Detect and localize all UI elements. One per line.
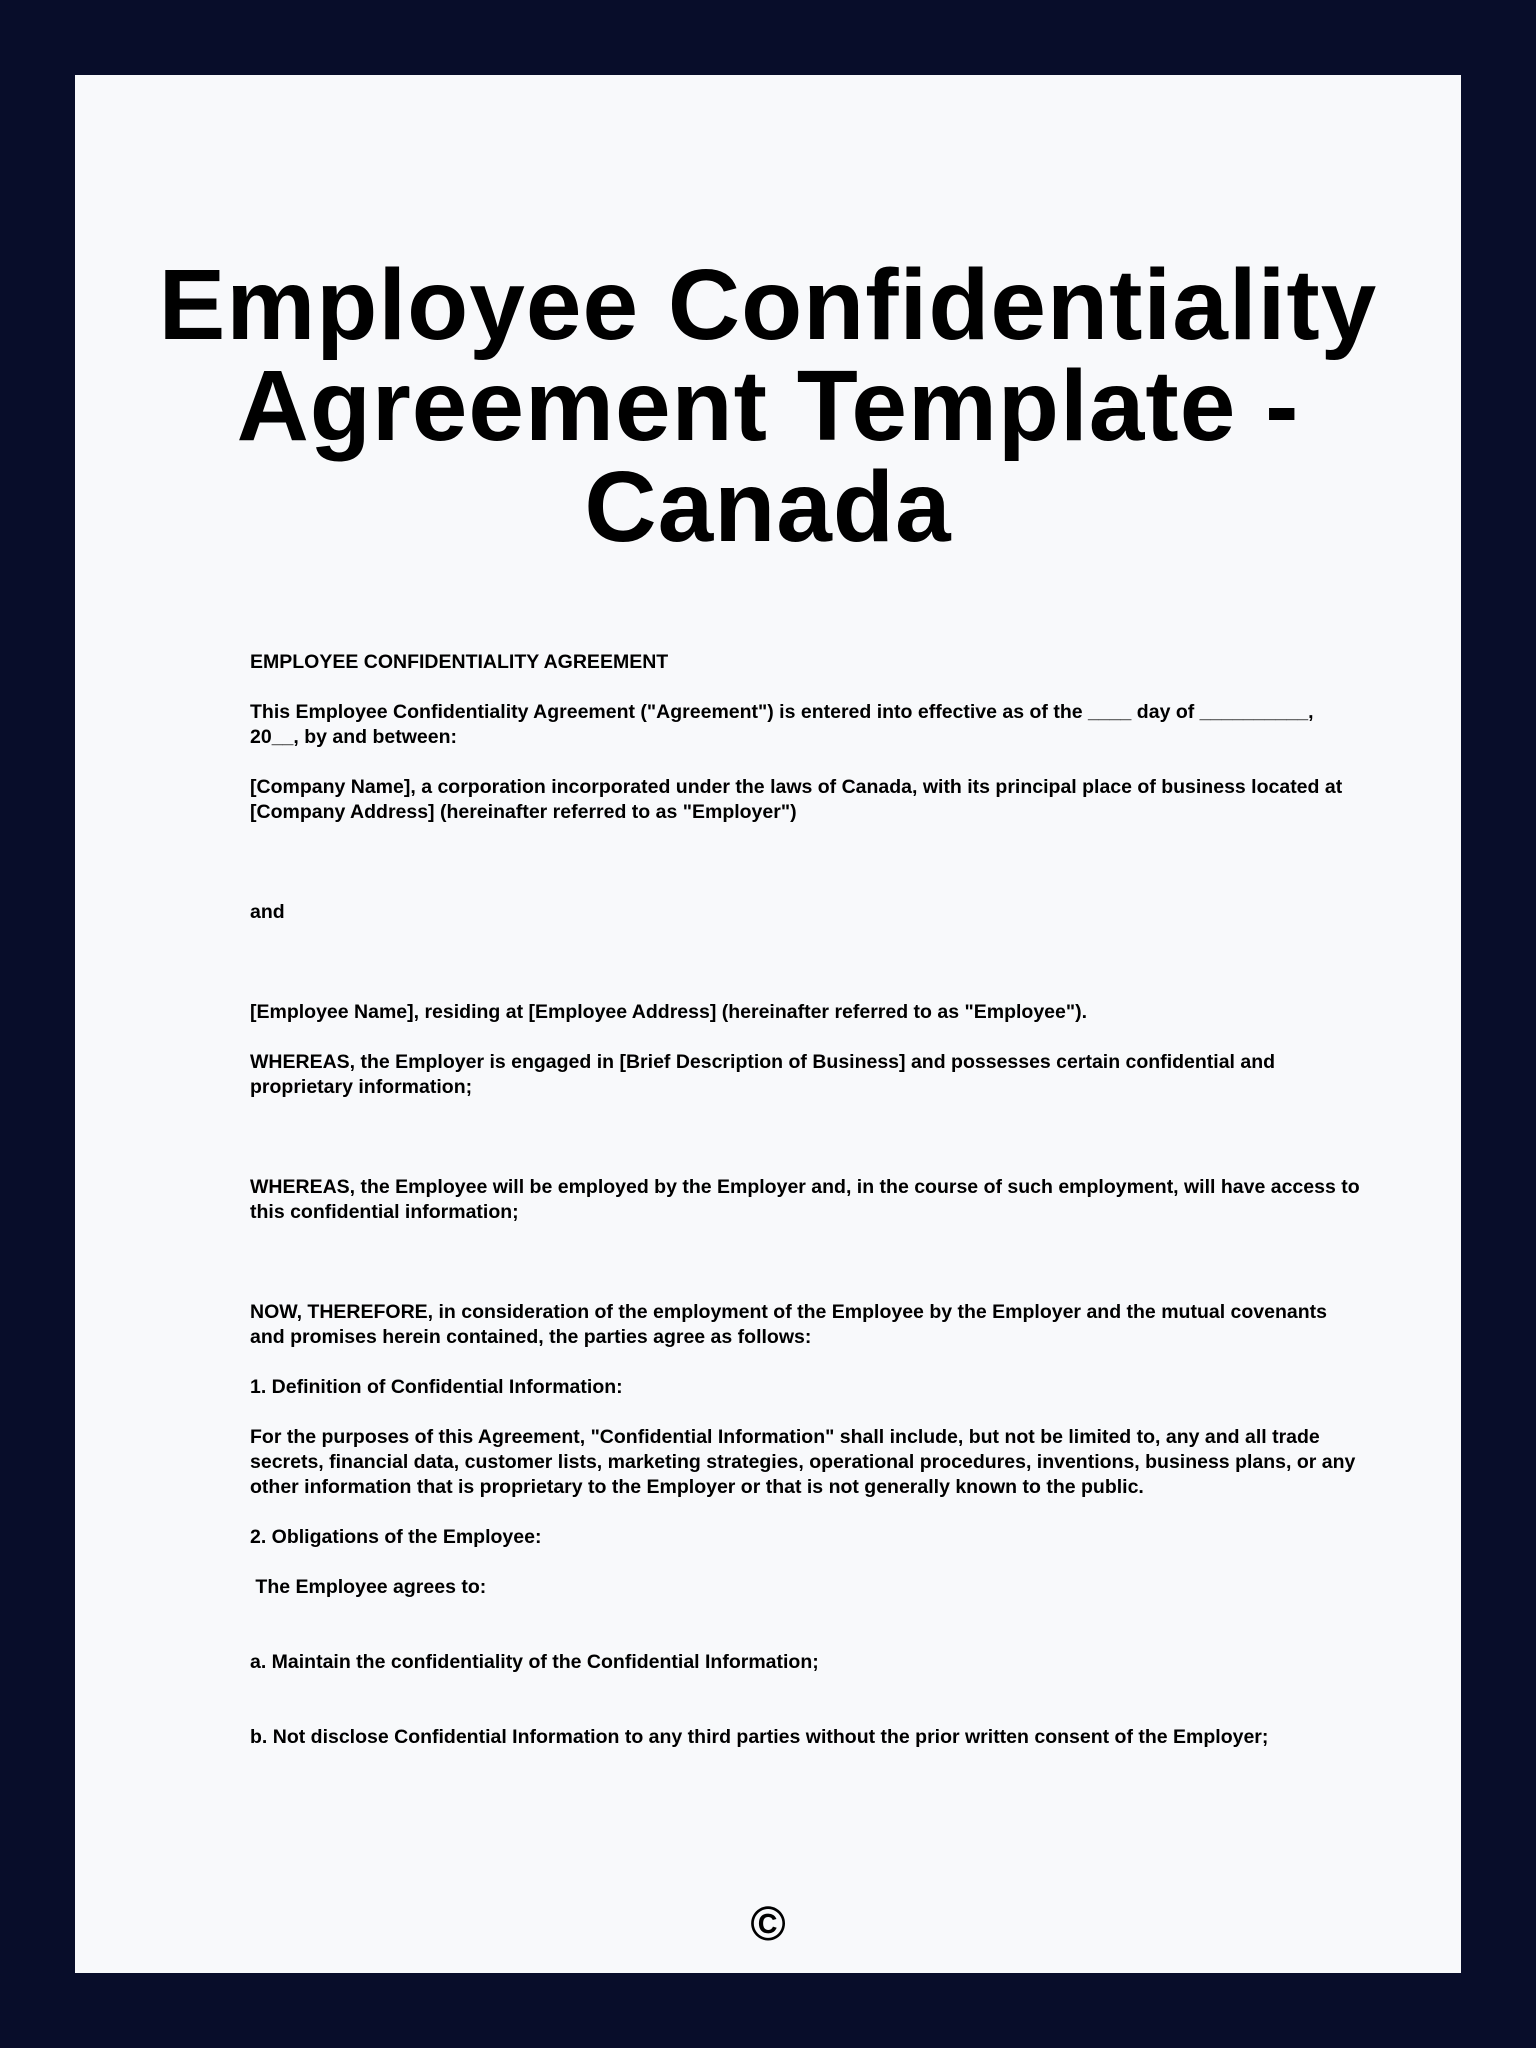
employer-party-paragraph: [Company Name], a corporation incorporated under the laws of Canada, with its principal place of business located at [Company Address] (hereinafter referred to as "Employer") bbox=[250, 776, 1348, 823]
obligation-item-a: a. Maintain the confidentiality of the Confidential Information; bbox=[250, 1651, 819, 1673]
document-body bbox=[250, 650, 1366, 1750]
document-title bbox=[75, 249, 1461, 563]
section-1-heading: 1. Definition of Confidential Information: bbox=[250, 1376, 623, 1398]
document-page bbox=[75, 75, 1461, 1973]
intro-paragraph: This Employee Confidentiality Agreement ("Agreement") is entered into effective as of the ____ day of __________, 20__, by and between: bbox=[250, 701, 1319, 748]
employee-party-paragraph: [Employee Name], residing at [Employee Address] (hereinafter referred to as "Employee"). bbox=[250, 1001, 1088, 1023]
agreement-heading: EMPLOYEE CONFIDENTIALITY AGREEMENT bbox=[250, 651, 669, 673]
title-line-1: Employee Confidentiality bbox=[158, 249, 1378, 361]
section-2-intro: The Employee agrees to: bbox=[250, 1576, 487, 1598]
now-therefore-paragraph: NOW, THEREFORE, in consideration of the employment of the Employee by the Employer and the mutual covenants and promises herein contained, the parties agree as follows: bbox=[250, 1301, 1333, 1348]
section-2-heading: 2. Obligations of the Employee: bbox=[250, 1526, 542, 1548]
obligation-item-b: b. Not disclose Confidential Information to any third parties without the prior written consent of the Employer; bbox=[250, 1726, 1269, 1748]
title-line-2: Agreement Template - bbox=[236, 350, 1300, 462]
copyright-icon: © bbox=[750, 1898, 786, 1951]
title-line-3: Canada bbox=[584, 451, 952, 563]
and-text: and bbox=[250, 901, 285, 923]
whereas-paragraph-1: WHEREAS, the Employer is engaged in [Brief Description of Business] and possesses certain confidential and proprietary information; bbox=[250, 1051, 1281, 1098]
whereas-paragraph-2: WHEREAS, the Employee will be employed by the Employer and, in the course of such employment, will have access to this confidential information; bbox=[250, 1176, 1366, 1223]
section-1-body: For the purposes of this Agreement, "Confidential Information" shall include, but not be limited to, any and all trade secrets, financial data, customer lists, marketing strategies, operational procedures, inventions, business plans, or any other information that is proprietary to the Employer or that is not generally known to the public. bbox=[250, 1426, 1361, 1498]
